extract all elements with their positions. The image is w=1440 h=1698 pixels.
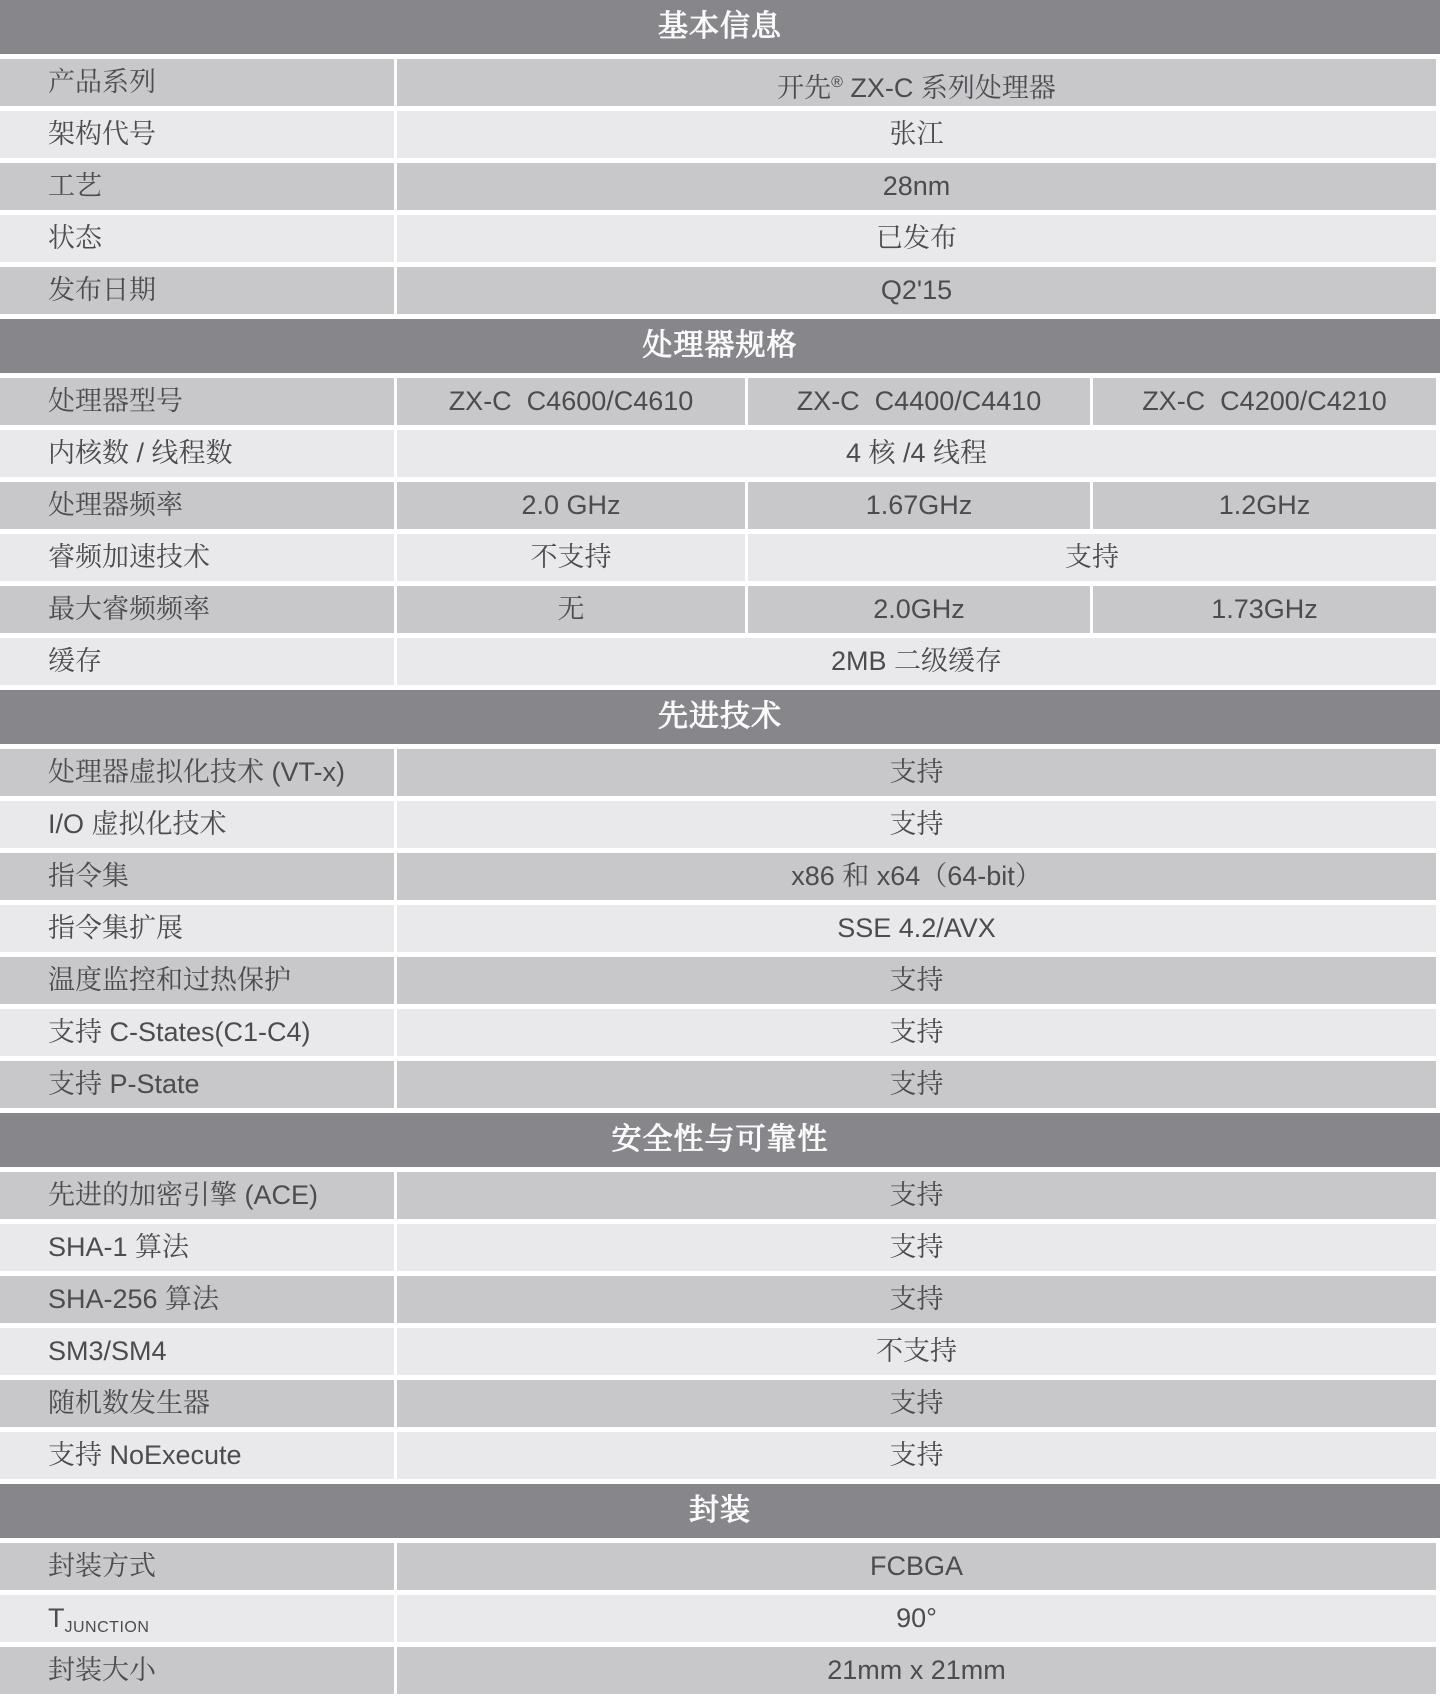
t-junction-subscript: JUNCTION	[64, 1619, 150, 1636]
row-label: 指令集扩展	[0, 905, 394, 952]
row-label: 内核数 / 线程数	[0, 430, 394, 477]
row-value-maxturbo-2: 2.0GHz	[748, 586, 1090, 633]
row-label: 封装大小	[0, 1647, 394, 1694]
row-label: 支持 C-States(C1-C4)	[0, 1009, 394, 1056]
row-value-model-3: ZX-C C4200/C4210	[1093, 378, 1436, 425]
row-value: 90°	[397, 1595, 1436, 1642]
spec-row	[0, 1276, 1436, 1323]
spec-row	[0, 853, 1436, 900]
row-label: SM3/SM4	[0, 1328, 394, 1375]
row-label: 封装方式	[0, 1543, 394, 1590]
spec-row	[0, 267, 1436, 314]
section-header-advanced-tech: 先进技术	[0, 690, 1440, 744]
row-label: 缓存	[0, 638, 394, 685]
section-header-package: 封装	[0, 1484, 1440, 1538]
brand-series: ZX-C 系列处理器	[842, 73, 1056, 103]
spec-row	[0, 1647, 1436, 1694]
row-value: 支持	[397, 1061, 1436, 1108]
row-value: FCBGA	[397, 1543, 1436, 1590]
spec-row	[0, 111, 1436, 158]
spec-row	[0, 1009, 1436, 1056]
spec-row	[0, 215, 1436, 262]
row-label: 处理器虚拟化技术 (VT-x)	[0, 749, 394, 796]
spec-row	[0, 1061, 1436, 1108]
section-header-basic-info: 基本信息	[0, 0, 1440, 54]
row-value: 28nm	[397, 163, 1436, 210]
spec-row	[0, 749, 1436, 796]
spec-row	[0, 957, 1436, 1004]
row-value: 支持	[397, 957, 1436, 1004]
row-label: 最大睿频频率	[0, 586, 394, 633]
row-value-freq-3: 1.2GHz	[1093, 482, 1436, 529]
row-value: 2MB 二级缓存	[397, 638, 1436, 685]
row-label: 工艺	[0, 163, 394, 210]
row-label: 架构代号	[0, 111, 394, 158]
spec-row	[0, 534, 1436, 581]
row-value: 已发布	[397, 215, 1436, 262]
spec-row	[0, 1224, 1436, 1271]
spec-row	[0, 801, 1436, 848]
row-value-turbo-1: 不支持	[397, 534, 745, 581]
row-value-model-1: ZX-C C4600/C4610	[397, 378, 745, 425]
row-value: 支持	[397, 749, 1436, 796]
spec-row	[0, 482, 1436, 529]
spec-row	[0, 59, 1436, 106]
spec-row	[0, 1543, 1436, 1590]
row-label: I/O 虚拟化技术	[0, 801, 394, 848]
row-label: 支持 NoExecute	[0, 1432, 394, 1479]
spec-row	[0, 1595, 1436, 1642]
row-label: 发布日期	[0, 267, 394, 314]
row-value: 支持	[397, 801, 1436, 848]
spec-row	[0, 378, 1436, 425]
row-label: 处理器频率	[0, 482, 394, 529]
row-value: 21mm x 21mm	[397, 1647, 1436, 1694]
row-label: 状态	[0, 215, 394, 262]
spec-row	[0, 430, 1436, 477]
row-value: 张江	[397, 111, 1436, 158]
spec-row	[0, 586, 1436, 633]
row-value-freq-1: 2.0 GHz	[397, 482, 745, 529]
brand-name: 开先	[777, 73, 832, 103]
row-label: 温度监控和过热保护	[0, 957, 394, 1004]
spec-row	[0, 1172, 1436, 1219]
row-label: 产品系列	[0, 59, 394, 106]
spec-row	[0, 638, 1436, 685]
row-value: 支持	[397, 1432, 1436, 1479]
row-value: 支持	[397, 1224, 1436, 1271]
row-label: SHA-1 算法	[0, 1224, 394, 1271]
row-label: SHA-256 算法	[0, 1276, 394, 1323]
spec-row	[0, 1380, 1436, 1427]
row-label: 随机数发生器	[0, 1380, 394, 1427]
row-label: 睿频加速技术	[0, 534, 394, 581]
row-label: 先进的加密引擎 (ACE)	[0, 1172, 394, 1219]
section-header-processor-specs: 处理器规格	[0, 319, 1440, 373]
row-value-maxturbo-1: 无	[397, 586, 745, 633]
row-value: 支持	[397, 1009, 1436, 1056]
spec-row	[0, 1432, 1436, 1479]
row-value-model-2: ZX-C C4400/C4410	[748, 378, 1090, 425]
row-value-turbo-23: 支持	[748, 534, 1436, 581]
spec-row	[0, 1328, 1436, 1375]
row-value: 不支持	[397, 1328, 1436, 1375]
row-value: 4 核 /4 线程	[397, 430, 1436, 477]
row-value: 支持	[397, 1276, 1436, 1323]
row-value: x86 和 x64（64-bit）	[397, 853, 1436, 900]
section-header-security-reliability: 安全性与可靠性	[0, 1113, 1440, 1167]
spec-row	[0, 163, 1436, 210]
registered-trademark-symbol: ®	[831, 74, 843, 91]
row-label: 支持 P-State	[0, 1061, 394, 1108]
row-label: 处理器型号	[0, 378, 394, 425]
t-junction-main: T	[48, 1603, 65, 1633]
row-label-t-junction	[0, 1595, 394, 1642]
row-value-maxturbo-3: 1.73GHz	[1093, 586, 1436, 633]
row-value: SSE 4.2/AVX	[397, 905, 1436, 952]
row-value: 支持	[397, 1172, 1436, 1219]
row-value-freq-2: 1.67GHz	[748, 482, 1090, 529]
row-value: 支持	[397, 1380, 1436, 1427]
row-value: Q2'15	[397, 267, 1436, 314]
row-value	[397, 59, 1436, 106]
spec-row	[0, 905, 1436, 952]
row-label: 指令集	[0, 853, 394, 900]
